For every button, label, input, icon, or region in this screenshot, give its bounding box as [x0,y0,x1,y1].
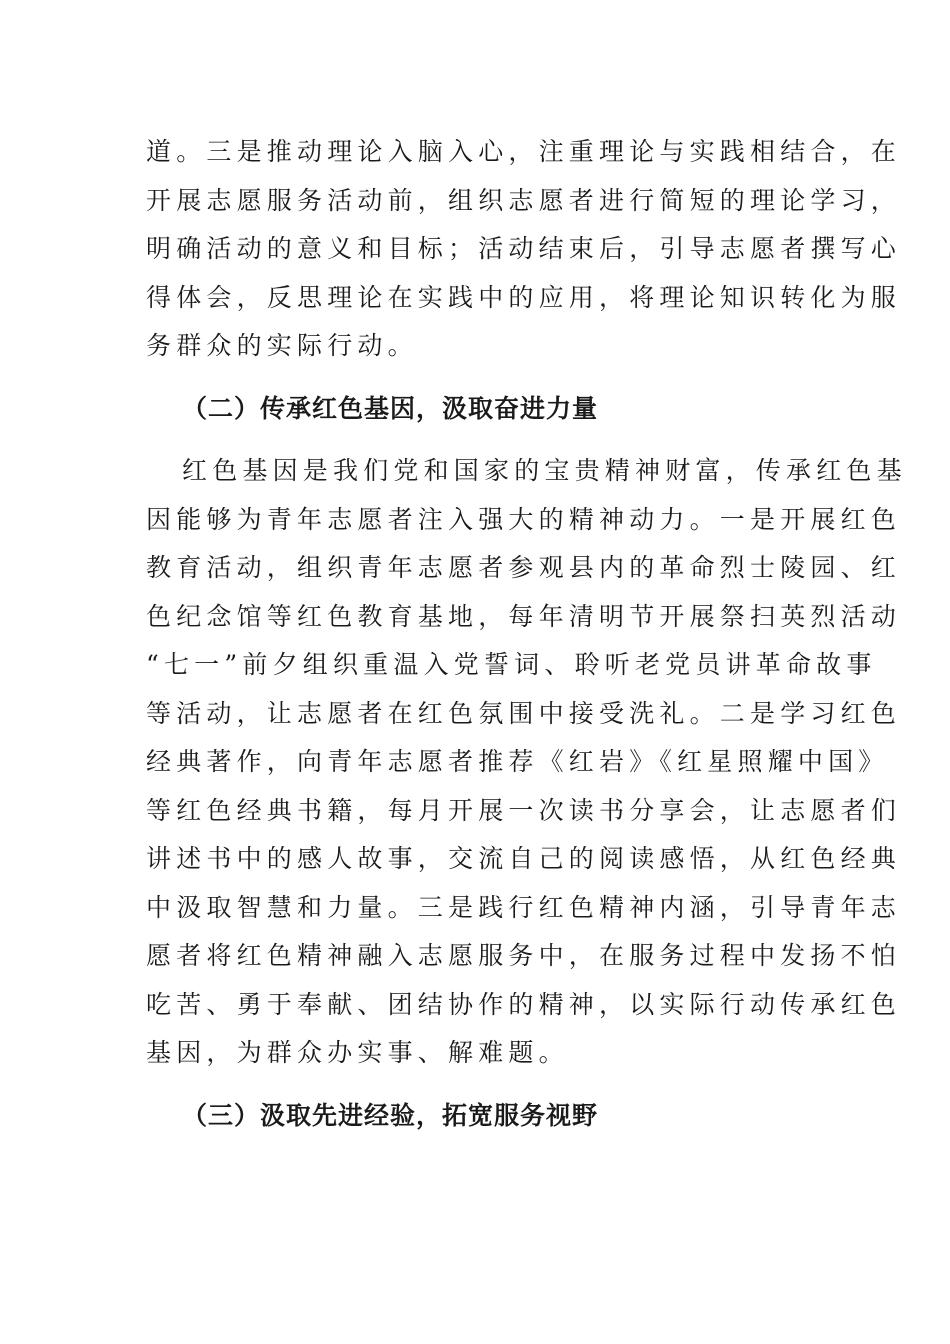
paragraph-line: 中汲取智慧和力量。三是践行红色精神内涵，引导青年志 [146,892,902,922]
paragraph-line: 开展志愿服务活动前，组织志愿者进行简短的理论学习， [146,185,902,215]
continuation-paragraph [146,128,902,371]
paragraph-line: 色纪念馆等红色教育基地，每年清明节开展祭扫英烈活动 [146,601,902,631]
paragraph-line: 愿者将红色精神融入志愿服务中，在服务过程中发扬不怕 [146,941,902,970]
paragraph-line: 道。三是推动理论入脑入心，注重理论与实践相结合，在 [146,137,902,166]
section2-paragraph [146,447,907,1078]
paragraph-line: 务群众的实际行动。 [146,331,418,360]
paragraph-line: 等红色经典书籍，每月开展一次读书分享会，让志愿者们 [146,795,902,825]
paragraph-line: 得体会，反思理论在实践中的应用，将理论知识转化为服 [146,282,902,312]
paragraph-line: 基因，为群众办实事、解难题。 [146,1038,569,1067]
paragraph-line: 讲述书中的感人故事，交流自己的阅读感悟，从红色经典 [146,844,902,873]
paragraph-line: 红色基因是我们党和国家的宝贵精神财富，传承红色基 [182,456,907,485]
paragraph-line: 因能够为青年志愿者注入强大的精神动力。一是开展红色 [146,504,902,534]
paragraph-line: 经典著作，向青年志愿者推荐《红岩》《红星照耀中国》 [146,747,889,776]
section-heading-2: （二）传承红色基因，汲取奋进力量 [182,393,599,423]
paragraph-line: 教育活动，组织青年志愿者参观县内的革命烈士陵园、红 [146,553,902,582]
section-heading-3: （三）汲取先进经验，拓宽服务视野 [182,1100,599,1130]
paragraph-line: “七一”前夕组织重温入党誓词、聆听老党员讲革命故事 [146,650,877,679]
paragraph-line: 明确活动的意义和目标；活动结束后，引导志愿者撰写心 [146,234,902,263]
paragraph-line: 等活动，让志愿者在红色氛围中接受洗礼。二是学习红色 [146,698,902,728]
document-page [146,128,907,1140]
paragraph-line: 吃苦、勇于奉献、团结协作的精神，以实际行动传承红色 [146,989,902,1019]
